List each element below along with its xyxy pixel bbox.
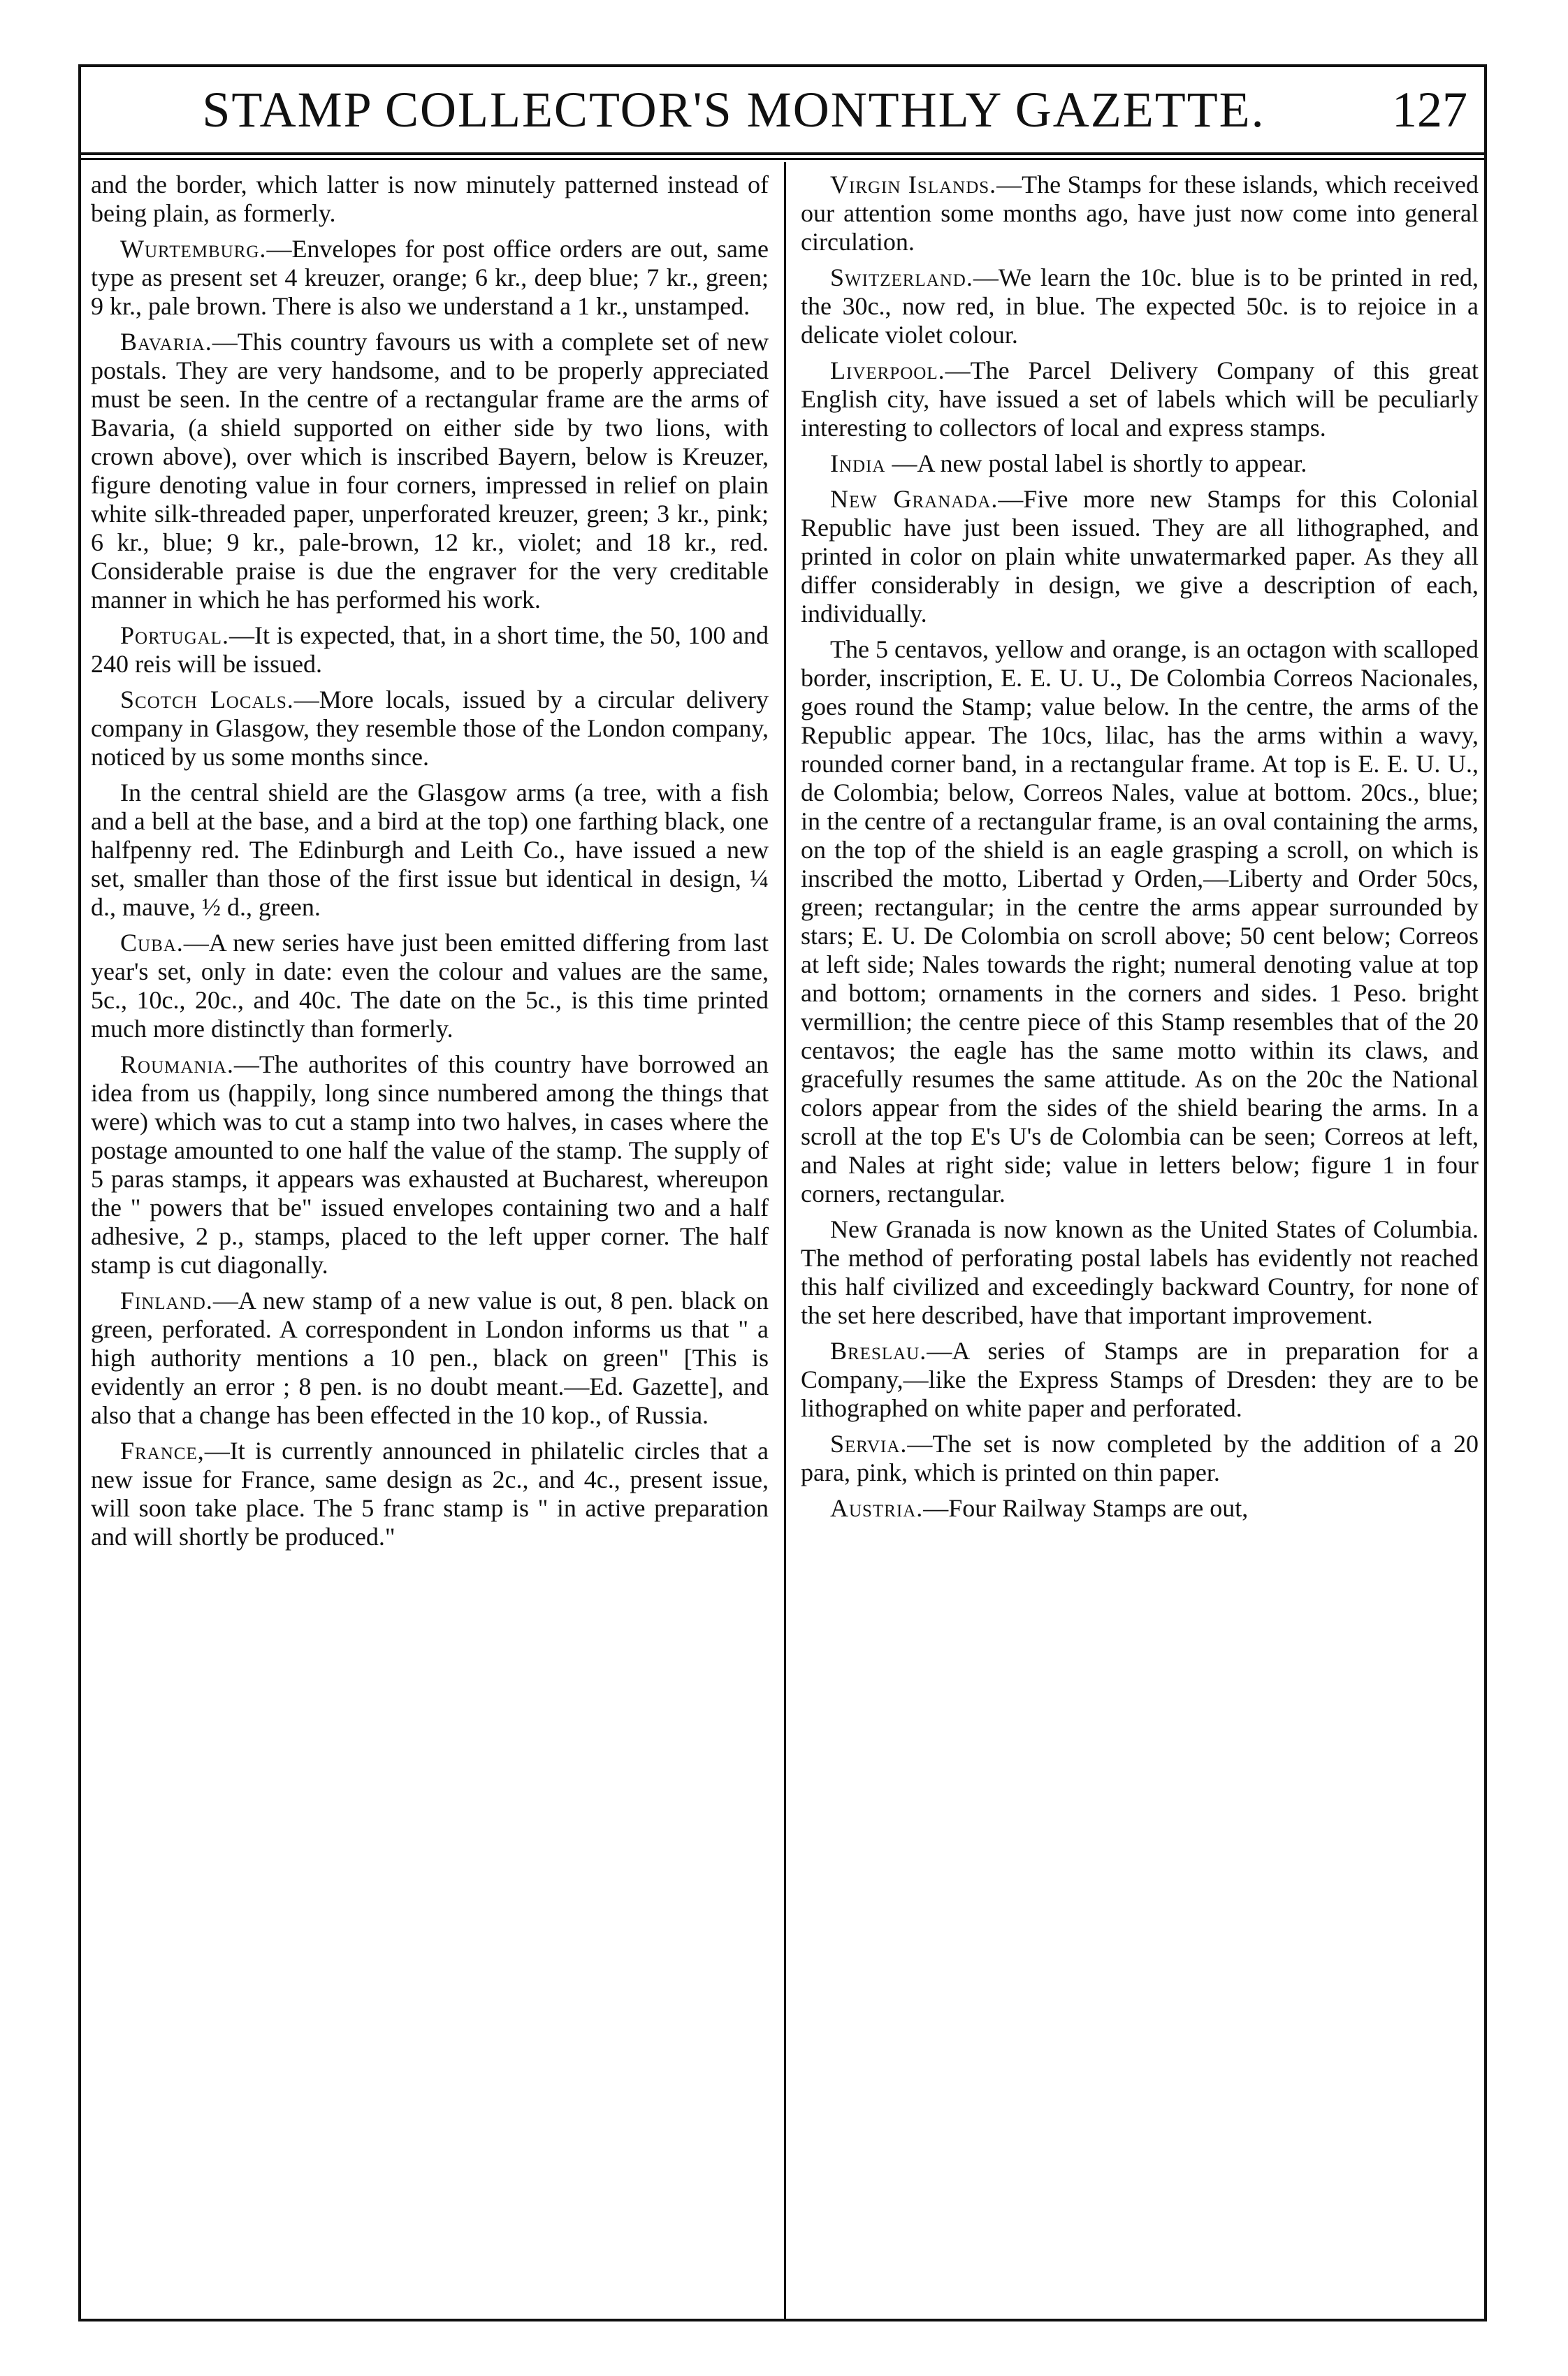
article-finland: Finland.—A new stamp of a new value is out, 8 pen. black on green, perforated. A correspondent in London informs us that " a high authority mentions a 10 pen., black on green" [This is evidently an error ; 8 pen. is no doubt meant.—Ed. Gazette], and also that a change has been effected in the 10 kop., of Russia. [91,1287,769,1429]
article-wurtemburg: Wurtemburg.—Envelopes for post office orders are out, same type as present set 4 kreuzer, orange; 6 kr., deep blue; 7 kr., green; 9 kr., pale brown. There is also we understand a 1 kr., unstamped. [91,235,769,320]
article-france: France,—It is currently announced in philatelic circles that a new issue for France, same design as 2c., and 4c., present issue, will soon take place. The 5 franc stamp is " in active preparation and will shortly be produced." [91,1437,769,1551]
left-column [91,171,769,1558]
article-switzerland: Switzerland.—We learn the 10c. blue is to be printed in red, the 30c., now red, in blue. The expected 50c. is to rejoice in a delicate violet colour. [801,263,1479,349]
article-virgin-islands: Virgin Islands.—The Stamps for these islands, which received our attention some months ago, have just now come into general circulation. [801,171,1479,256]
article-roumania: Roumania.—The authorites of this country have borrowed an idea from us (happily, long since numbered among the things that were) which was to cut a stamp into two halves, in cases where the postage amounted to one half the value of the stamp. The supply of 5 paras stamps, it appears was exhausted at Bucharest, whereupon the " powers that be" issued envelopes containing two and a half adhesive, 2 p., stamps, placed to the left upper corner. The half stamp is cut diagonally. [91,1050,769,1279]
article-paragraph: In the central shield are the Glasgow arms (a tree, with a fish and a bell at the base, and a bird at the top) one farthing black, one halfpenny red. The Edinburgh and Leith Co., have issued a new set, smaller than those of the first issue but identical in design, ¼ d., mauve, ½ d., green. [91,778,769,921]
page-frame [78,64,1487,2321]
page-header [81,67,1484,155]
article-cuba: Cuba.—A new series have just been emitted differing from last year's set, only in date: even the colour and values are the same, 5c., 10c., 20c., and 40c. The date on the 5c., is this time printed much more distinctly than formerly. [91,929,769,1043]
article-breslau: Breslau.—A series of Stamps are in preparation for a Company,—like the Express Stamps of Dresden: they are to be lithographed on white paper and perforated. [801,1337,1479,1422]
page-number: 127 [1392,82,1467,138]
article-india: India —A new postal label is shortly to appear. [830,449,1307,477]
header-rule [81,158,1484,160]
article-portugal: Portugal.—It is expected, that, in a short time, the 50, 100 and 240 reis will be issued. [91,621,769,678]
article-servia: Servia.—The set is now completed by the addition of a 20 para, pink, which is printed on thin paper. [801,1430,1479,1486]
article-austria: Austria.—Four Railway Stamps are out, [830,1494,1249,1522]
article-paragraph: The 5 centavos, yellow and orange, is an octagon with scalloped border, inscription, E. E. U. U., De Colombia Correos Nacionales, goes round the Stamp; value below. In the centre, the arms of the Republic appear. The 10cs, lilac, has the arms within a wavy, rounded corner band, in a rectangular frame. At top is E. E. U. U., de Colombia; below, Correos Nales, value at bottom. 20cs., blue; in the centre of a rectangular frame, is an oval containing the arms, on the top of the shield is an eagle grasping a scroll, on which is inscribed the motto, Libertad y Orden,—Liberty and Order 50cs, green; rectangular; in the centre the arms appear surrounded by stars; E. U. De Colombia on scroll above; 50 cent below; Correos at left side; Nales towards the right; numeral denoting value at top and bottom; ornaments in the corners and sides. 1 Peso. bright vermillion; the centre piece of this Stamp resembles that of the 20 centavos; the eagle has the same motto within its claws, and gracefully resumes the same attitude. As on the 20c the National colors appear from the sides of the shield bearing the arms. In a scroll at the top E's U's de Colombia can be seen; Correos at left, and Nales at right side; value in letters below; figure 1 in four corners, rectangular. [801,635,1479,1208]
page-title: STAMP COLLECTOR'S MONTHLY GAZETTE. [202,82,1265,138]
article-paragraph: New Granada is now known as the United States of Columbia. The method of perforating postal labels has evidently not reached this half civilized and exceedingly backward Country, for none of the set here described, have that important improvement. [801,1215,1479,1329]
right-column [801,171,1479,1530]
column-divider [784,162,786,2321]
article-liverpool: Liverpool.—The Parcel Delivery Company of this great English city, have issued a set of labels which will be peculiarly interesting to collectors of local and express stamps. [801,356,1479,442]
article-scotch-locals: Scotch Locals.—More locals, issued by a circular delivery company in Glasgow, they resemble those of the London company, noticed by us some months since. [91,686,769,771]
article-new-granada: New Granada.—Five more new Stamps for this Colonial Republic have just been issued. They are all lithographed, and printed in color on plain white unwatermarked paper. As they all differ considerably in design, we give a description of each, individually. [801,485,1479,628]
article-paragraph: and the border, which latter is now minutely patterned instead of being plain, as formerly. [91,171,769,227]
article-bavaria: Bavaria.—This country favours us with a complete set of new postals. They are very handsome, and to be properly appreciated must be seen. In the centre of a rectangular frame are the arms of Bavaria, (a shield supported on either side by two lions, with crown above), over which is inscribed Bayern, below is Kreuzer, figure denoting value in four corners, impressed in relief on plain white silk-threaded paper, unperforated kreuzer, green; 3 kr., pink; 6 kr., blue; 9 kr., pale-brown, 12 kr., violet; and 18 kr., red. Considerable praise is due the engraver for the very creditable manner in which he has performed his work. [91,328,769,614]
